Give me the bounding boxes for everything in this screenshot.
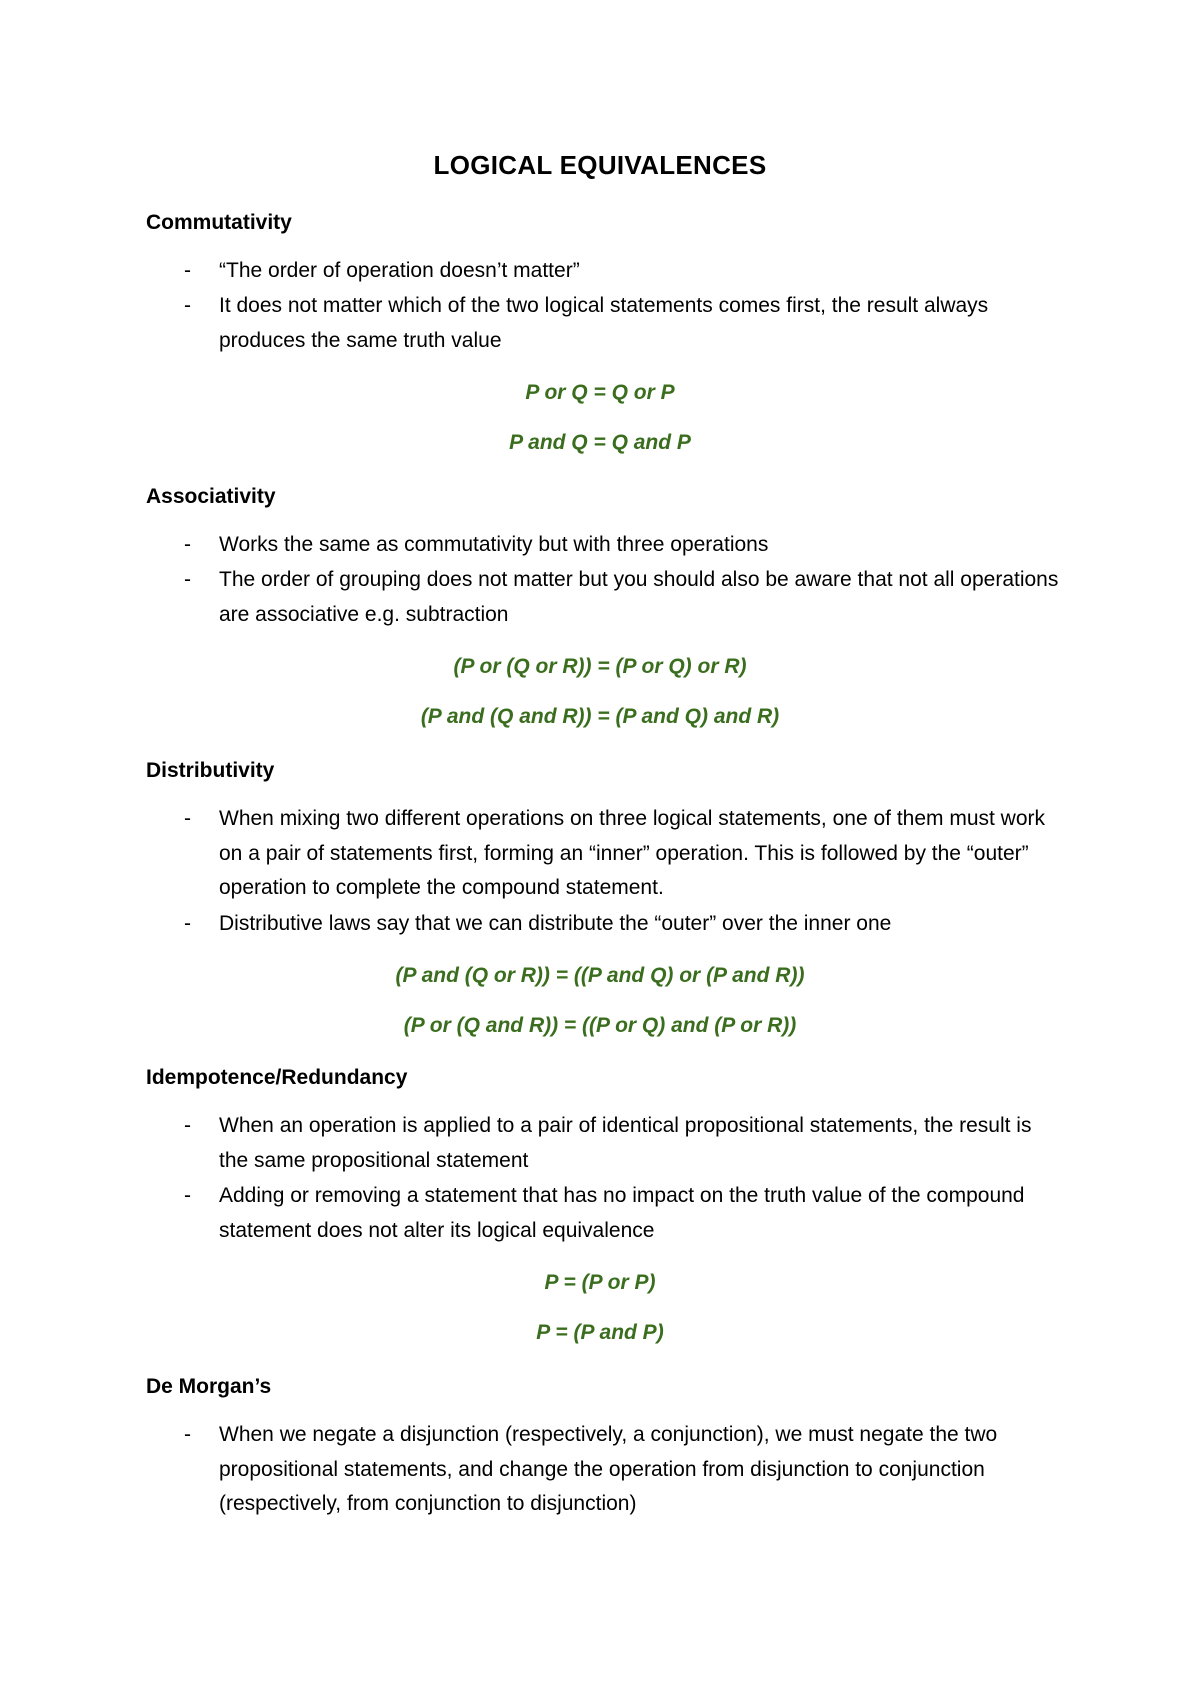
list-item-text: Works the same as commutativity but with three operations: [219, 533, 769, 556]
section-heading-distributivity: Distributivity: [146, 759, 275, 782]
list-item: [146, 907, 1066, 942]
list-item-text: Distributive laws say that we can distribute the “outer” over the inner one: [219, 912, 892, 935]
section-heading-commutativity: Commutativity: [146, 211, 292, 234]
list-item-text: It does not matter which of the two logical statements comes first, the result always produces the same truth value: [219, 294, 989, 352]
list-item: [146, 528, 1066, 563]
formula: P and Q = Q and P: [509, 431, 691, 454]
section-heading-associativity: Associativity: [146, 485, 276, 508]
formula: (P or (Q and R)) = ((P or Q) and (P or R)): [403, 1014, 797, 1037]
bullet-marker: -: [184, 807, 191, 830]
formula: (P and (Q or R)) = ((P and Q) or (P and R)): [395, 964, 805, 987]
page-title: LOGICAL EQUIVALENCES: [433, 150, 767, 180]
bullet-marker: -: [184, 294, 191, 317]
list-item-text: Adding or removing a statement that has no impact on the truth value of the compound statement does not alter its logical equivalence: [219, 1184, 1025, 1242]
formula: P or Q = Q or P: [525, 381, 675, 404]
formula: (P and (Q and R)) = (P and Q) and R): [420, 705, 780, 728]
list-item: [146, 1109, 1066, 1178]
list-item-text: When we negate a disjunction (respectively, a conjunction), we must negate the two propositional statements, and change the operation from disjunction to conjunction (respectively, from conjunction to disjunction): [219, 1423, 998, 1515]
bullet-marker: -: [184, 1184, 191, 1207]
list-item: [146, 1418, 1066, 1522]
list-item: [146, 802, 1066, 906]
formula: P = (P and P): [536, 1321, 664, 1344]
formula: P = (P or P): [544, 1271, 656, 1294]
bullet-marker: -: [184, 568, 191, 591]
list-item: [146, 254, 1066, 289]
section-heading-de-morgans: De Morgan’s: [146, 1375, 272, 1398]
bullet-marker: -: [184, 1114, 191, 1137]
list-item: [146, 563, 1066, 632]
list-item-text: When an operation is applied to a pair of identical propositional statements, the result is the same propositional statement: [219, 1114, 1032, 1172]
list-item: [146, 1179, 1066, 1248]
list-item-text: When mixing two different operations on three logical statements, one of them must work on a pair of statements first, forming an “inner” operation. This is followed by the “outer” operation to complete the compound statement.: [219, 807, 1046, 899]
section-heading-idempotence: Idempotence/Redundancy: [146, 1066, 408, 1089]
bullet-marker: -: [184, 1423, 191, 1446]
bullet-marker: -: [184, 259, 191, 282]
bullet-marker: -: [184, 533, 191, 556]
list-item-text: “The order of operation doesn’t matter”: [219, 259, 580, 282]
formula: (P or (Q or R)) = (P or Q) or R): [453, 655, 747, 678]
list-item-text: The order of grouping does not matter but you should also be aware that not all operations are associative e.g. subtraction: [219, 568, 1059, 626]
list-item: [146, 289, 1066, 358]
bullet-marker: -: [184, 912, 191, 935]
